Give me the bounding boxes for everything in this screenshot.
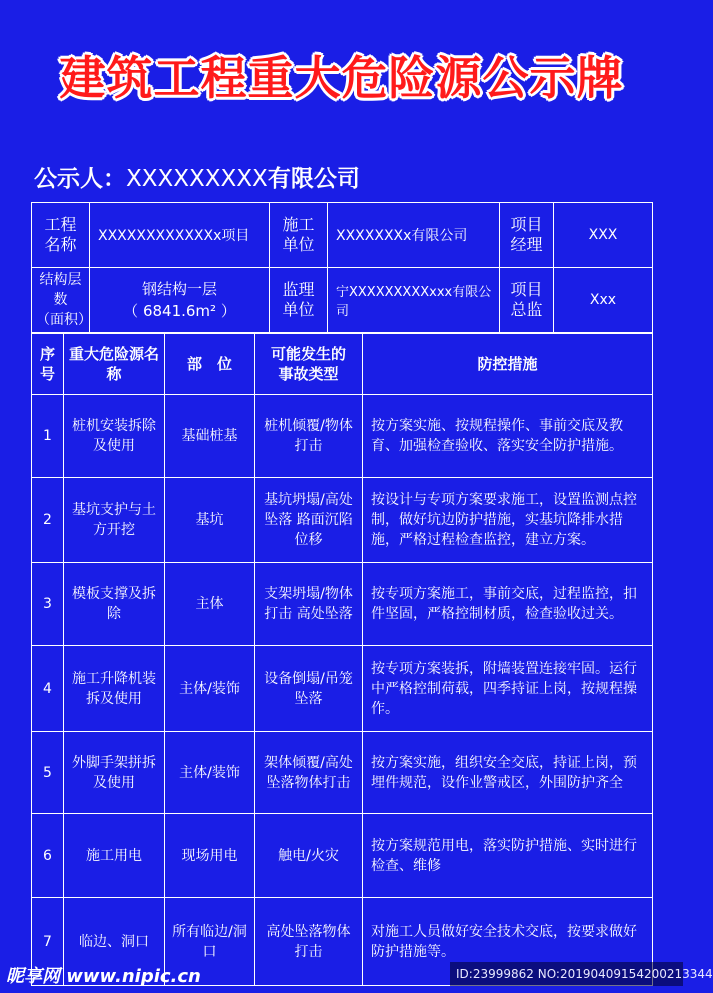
header-measures: 防控措施 bbox=[363, 334, 653, 395]
project-manager-value: XXX bbox=[554, 203, 653, 268]
header-name: 重大危险源名称 bbox=[64, 334, 165, 395]
hazard-location: 基坑 bbox=[165, 478, 255, 563]
hazard-accident: 架体倾覆/高处 坠落物体打击 bbox=[255, 732, 363, 814]
hazard-table bbox=[31, 333, 653, 986]
supervision-unit-label: 监理 单位 bbox=[270, 268, 328, 333]
header-accident: 可能发生的 事故类型 bbox=[255, 334, 363, 395]
hazard-measures: 按设计与专项方案要求施工，设置监测点控制，做好坑边防护措施，实基坑降排水措施，严格过程检查监控，建立方案。 bbox=[363, 478, 653, 563]
announcer-suffix: 有限公司 bbox=[267, 166, 360, 192]
hazard-no: 1 bbox=[32, 395, 64, 478]
structure-line1: 钢结构一层 bbox=[141, 280, 217, 298]
structure-label: 结构层数 （面积） bbox=[32, 268, 90, 333]
hazard-header-row bbox=[32, 334, 653, 395]
supervision-unit-value: 宁XXXXXXXXXxxx有限公司 bbox=[328, 268, 500, 333]
hazard-measures: 按方案规范用电，落实防护措施、实时进行检查、维修 bbox=[363, 814, 653, 898]
hazard-measures: 按方案实施，组织安全交底，持证上岗，预埋件规范，设作业警戒区，外围防护齐全 bbox=[363, 732, 653, 814]
hazard-measures: 对施工人员做好安全技术交底，按要求做好防护措施等。 bbox=[363, 898, 653, 986]
hazard-name: 施工用电 bbox=[64, 814, 165, 898]
hazard-row bbox=[32, 814, 653, 898]
hazard-row bbox=[32, 395, 653, 478]
hazard-name: 施工升降机装 拆及使用 bbox=[64, 646, 165, 732]
info-row bbox=[32, 203, 653, 268]
hazard-location: 所有临边/洞口 bbox=[165, 898, 255, 986]
watermark-id: ID:23999862 NO:20190409154200213344 bbox=[450, 962, 683, 986]
watermark-logo: 昵享网 www.nipic.cn bbox=[6, 966, 201, 987]
page-title: 建筑工程重大危险源公示牌 bbox=[59, 51, 624, 105]
hazard-location: 主体 bbox=[165, 563, 255, 646]
hazard-no: 6 bbox=[32, 814, 64, 898]
hazard-name: 基坑支护与土 方开挖 bbox=[64, 478, 165, 563]
hazard-accident: 基坑坍塌/高处 坠落 路面沉陷 位移 bbox=[255, 478, 363, 563]
header-no: 序号 bbox=[32, 334, 64, 395]
announcer-value: XXXXXXXXX bbox=[126, 166, 268, 192]
hazard-location: 主体/装饰 bbox=[165, 646, 255, 732]
hazard-no: 7 bbox=[32, 898, 64, 986]
hazard-accident: 高处坠落物体 打击 bbox=[255, 898, 363, 986]
project-name-value: XXXXXXXXXXXXx项目 bbox=[90, 203, 270, 268]
hazard-name: 桩机安装拆除 及使用 bbox=[64, 395, 165, 478]
hazard-location: 主体/装饰 bbox=[165, 732, 255, 814]
announcer-line bbox=[34, 160, 360, 193]
hazard-no: 5 bbox=[32, 732, 64, 814]
hazard-location: 基础桩基 bbox=[165, 395, 255, 478]
construction-unit-label: 施工 单位 bbox=[270, 203, 328, 268]
announcer-label: 公示人： bbox=[34, 166, 126, 192]
hazard-measures: 按方案实施、按规程操作、事前交底及教育、加强检查验收、落实安全防护措施。 bbox=[363, 395, 653, 478]
hazard-no: 2 bbox=[32, 478, 64, 563]
hazard-measures: 按专项方案施工，事前交底，过程监控，扣件坚固，严格控制材质，检查验收过关。 bbox=[363, 563, 653, 646]
info-row bbox=[32, 268, 653, 333]
hazard-row bbox=[32, 646, 653, 732]
construction-unit-value: XXXXXXXx有限公司 bbox=[328, 203, 500, 268]
structure-line2: （ 6841.6m² ） bbox=[123, 302, 236, 320]
hazard-row bbox=[32, 478, 653, 563]
structure-value bbox=[90, 268, 270, 333]
hazard-name: 模板支撑及拆除 bbox=[64, 563, 165, 646]
hazard-measures: 按专项方案装拆，附墙装置连接牢固。运行中严格控制荷载，四季持证上岗，按规程操作。 bbox=[363, 646, 653, 732]
hazard-name: 临边、洞口 bbox=[64, 898, 165, 986]
hazard-accident: 桩机倾覆/物体 打击 bbox=[255, 395, 363, 478]
hazard-no: 4 bbox=[32, 646, 64, 732]
project-name-label: 工程 名称 bbox=[32, 203, 90, 268]
project-manager-label: 项目 经理 bbox=[500, 203, 554, 268]
project-info-table bbox=[31, 202, 653, 333]
hazard-accident: 设备倒塌/吊笼 坠落 bbox=[255, 646, 363, 732]
hazard-name: 外脚手架拼拆 及使用 bbox=[64, 732, 165, 814]
hazard-row bbox=[32, 563, 653, 646]
hazard-no: 3 bbox=[32, 563, 64, 646]
hazard-accident: 支架坍塌/物体 打击 高处坠落 bbox=[255, 563, 363, 646]
header-location: 部 位 bbox=[165, 334, 255, 395]
hazard-row bbox=[32, 732, 653, 814]
chief-supervisor-value: Xxx bbox=[554, 268, 653, 333]
chief-supervisor-label: 项目 总监 bbox=[500, 268, 554, 333]
hazard-location: 现场用电 bbox=[165, 814, 255, 898]
hazard-accident: 触电/火灾 bbox=[255, 814, 363, 898]
